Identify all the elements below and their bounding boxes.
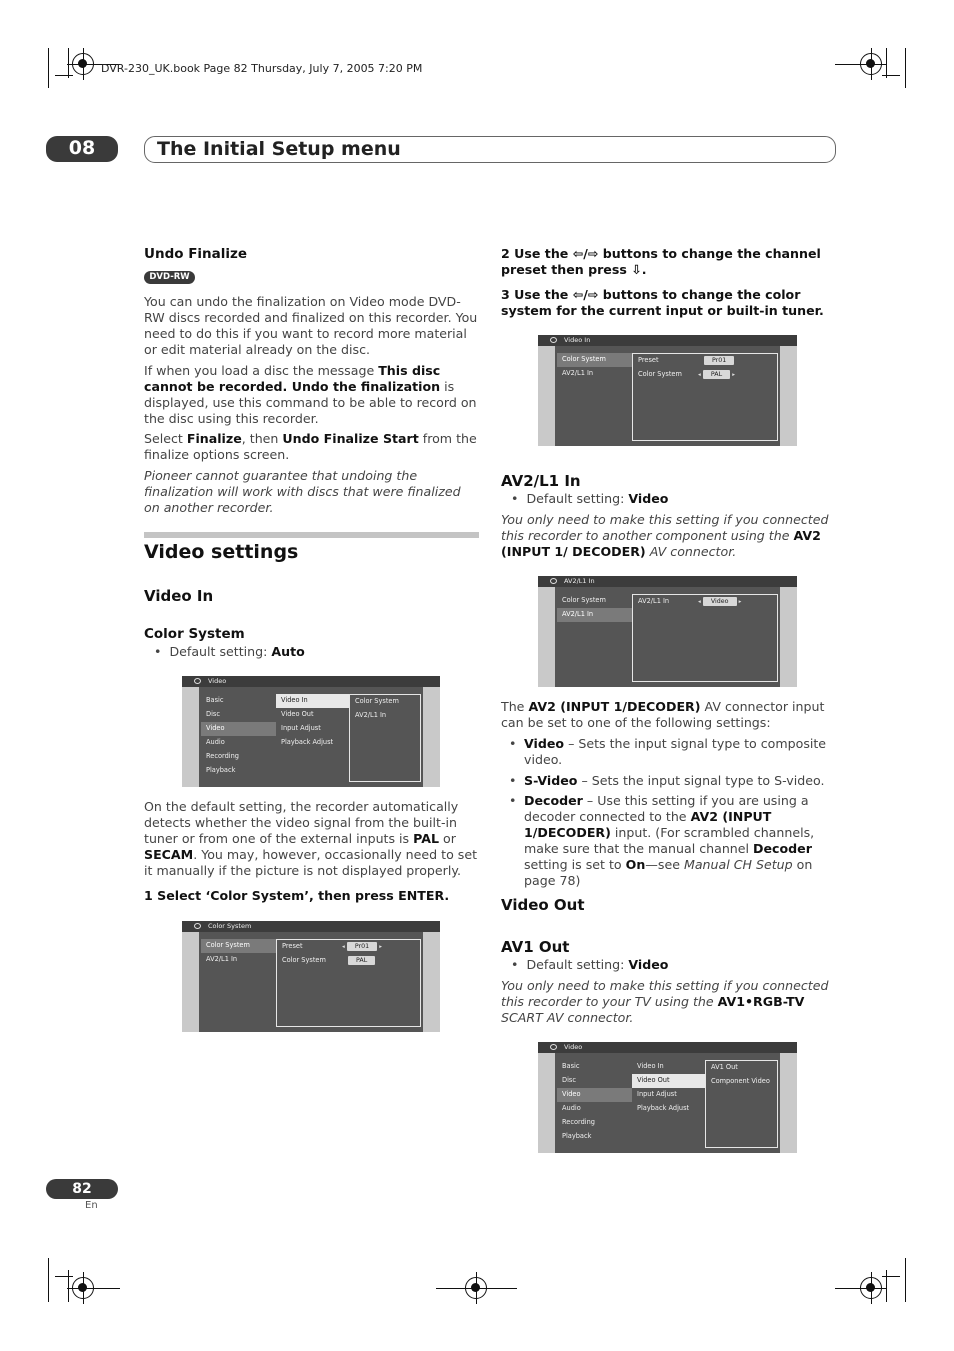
undo-paragraph-1: You can undo the finalization on Video mode DVD-RW discs recorded and finalized on this recorder. You need to do this if you want to record more material or edit material already on the disc. (144, 294, 478, 357)
av2-default: • Default setting: Video (511, 491, 669, 506)
menu-item: Component Video (711, 1077, 770, 1085)
menu-item: Audio (562, 1104, 581, 1112)
section-rule (144, 532, 479, 538)
menu-settings-panel (632, 353, 778, 441)
registration-mark-icon (860, 53, 882, 75)
undo-finalize-heading: Undo Finalize (144, 246, 248, 262)
menu-item: Disc (562, 1076, 576, 1084)
av2-row: AV2/L1 In ◂ Video ▸ (638, 597, 742, 605)
menu-item: AV2/L1 In (355, 711, 387, 719)
menu-item: Recording (206, 752, 239, 760)
list-item: • Decoder – Use this setting if you are using a decoder connected to the AV2 (INPUT 1/DECODER) input. (For scrambled channels, make sure that the manual channel Decoder setting is set to On—see Manual CH Setup on page 78) (509, 793, 815, 888)
menu-settings-panel (276, 939, 421, 1027)
video-in-menu-screenshot (538, 335, 797, 446)
crop-mark (48, 1258, 49, 1302)
chapter-number: 08 (46, 136, 118, 162)
menu-column-1 (557, 353, 632, 441)
page-number: 82 (46, 1179, 118, 1199)
menu-column-2 (632, 1060, 705, 1148)
crop-mark (48, 48, 49, 88)
crop-mark (835, 1288, 860, 1289)
menu-item: Basic (562, 1062, 580, 1070)
registration-mark-icon (860, 1277, 882, 1299)
color-system-default: • Default setting: Auto (154, 644, 305, 659)
preset-value: Pr01 (347, 942, 377, 951)
crop-mark (55, 75, 73, 76)
menu-item: Input Adjust (637, 1090, 677, 1098)
av1-out-heading: AV1 Out (501, 938, 570, 956)
menu-body (555, 587, 780, 687)
chapter-title: The Initial Setup menu (144, 136, 836, 163)
menu-item: AV2/L1 In (562, 369, 594, 377)
menu-title-bar: Video In (538, 335, 797, 346)
step-3: 3 Use the ⇦/⇨ buttons to change the color system for the current input or built-in tuner. (501, 287, 824, 318)
undo-section (144, 294, 480, 516)
menu-title-bar: AV2/L1 In (538, 576, 797, 587)
video-out-menu-screenshot (538, 1042, 797, 1153)
menu-column-1 (557, 1060, 632, 1148)
av2-heading: AV2/L1 In (501, 472, 581, 490)
crop-mark (436, 1288, 461, 1289)
undo-paragraph-2: If when you load a disc the message This disc cannot be recorded. Undo the finalization is displayed, use this command to be able to record on the disc using this recorder. (144, 363, 477, 426)
menu-item-selected: Video (557, 1088, 632, 1102)
menu-item: Video In (637, 1062, 664, 1070)
video-menu-screenshot (182, 676, 440, 787)
color-system-value: PAL (348, 956, 375, 965)
list-item: • S-Video – Sets the input signal type to S-video. (509, 773, 825, 788)
crop-mark (886, 1270, 887, 1302)
menu-item: Video Out (281, 710, 314, 718)
menu-item-selected: Color System (557, 353, 632, 367)
color-system-value: PAL (703, 370, 730, 379)
menu-item: Playback (206, 766, 236, 774)
menu-item: AV2/L1 In (206, 955, 238, 963)
menu-item: Input Adjust (281, 724, 321, 732)
undo-paragraph-3: Select Finalize, then Undo Finalize Start from the finalize options screen. (144, 431, 477, 462)
undo-note: Pioneer cannot guarantee that undoing the finalization will work with discs that were finalized on another recorder. (144, 468, 461, 515)
setup-icon (194, 678, 201, 684)
crop-mark (882, 75, 900, 76)
menu-item: Color System (355, 697, 399, 705)
av2-description: The AV2 (INPUT 1/DECODER) AV connector input can be set to one of the following settings: (501, 699, 825, 730)
av2-value: Video (703, 597, 737, 606)
menu-item-selected: AV2/L1 In (557, 608, 632, 622)
menu-body (555, 1053, 780, 1153)
av1-note: You only need to make this setting if you connected this recorder to your TV using the AV1•RGB-TV SCART AV connector. (501, 978, 829, 1025)
list-item: • Video – Sets the input signal type to composite video. (509, 736, 827, 767)
registration-mark-icon (72, 53, 94, 75)
av1-default: • Default setting: Video (511, 957, 669, 972)
crop-mark (68, 1270, 69, 1302)
av2-options-list (509, 736, 839, 889)
crop-mark (95, 1288, 120, 1289)
av2-note: You only need to make this setting if you connected this recorder to another component using the AV2 (INPUT 1/ DECODER) AV connector. (501, 512, 829, 559)
menu-column-1 (557, 594, 632, 682)
preset-row: Preset Pr01 (633, 354, 777, 368)
menu-body (555, 346, 780, 446)
crop-mark (835, 64, 860, 65)
menu-title-bar: Color System (182, 921, 440, 932)
menu-body (199, 932, 423, 1032)
crop-mark (905, 1258, 906, 1302)
menu-item-selected: Video Out (632, 1074, 705, 1088)
menu-item: Color System (562, 596, 606, 604)
crop-mark (68, 48, 69, 78)
video-in-heading: Video In (144, 587, 214, 605)
book-info: DVR-230_UK.book Page 82 Thursday, July 7, 2005 7:20 PM (101, 62, 423, 75)
menu-item: Playback Adjust (281, 738, 334, 746)
menu-title-bar: Video (538, 1042, 797, 1053)
menu-item: Playback Adjust (637, 1104, 690, 1112)
menu-column-3 (349, 694, 421, 782)
setup-icon (194, 923, 201, 929)
color-system-row: Color System ◂ PAL ▸ (638, 370, 735, 378)
menu-column-1 (201, 939, 276, 1027)
registration-mark-icon (72, 1277, 94, 1299)
crop-mark (55, 1276, 73, 1277)
step-2: 2 Use the ⇦/⇨ buttons to change the channel preset then press ⇩. (501, 246, 821, 277)
dvd-rw-badge: DVD-RW (144, 271, 195, 284)
menu-body (199, 687, 423, 787)
color-system-heading: Color System (144, 626, 245, 642)
video-settings-heading: Video settings (144, 541, 299, 563)
menu-item-selected: Video (201, 722, 276, 736)
color-system-menu-screenshot (182, 921, 440, 1032)
av2-menu-screenshot (538, 576, 797, 687)
setup-icon (550, 1044, 557, 1050)
preset-row: Preset ◂ Pr01 ▸ (282, 942, 383, 950)
crop-mark (882, 1276, 900, 1277)
menu-column-3 (705, 1060, 778, 1148)
menu-column-1 (201, 694, 276, 782)
registration-mark-icon (465, 1277, 487, 1299)
menu-item-selected: Color System (201, 939, 276, 953)
preset-value: Pr01 (704, 356, 734, 365)
menu-column-2 (276, 694, 349, 782)
language-label: En (85, 1200, 98, 1211)
menu-item-selected: Video In (276, 694, 349, 708)
crop-mark (905, 48, 906, 88)
menu-item: Basic (206, 696, 224, 704)
setup-icon (550, 578, 557, 584)
menu-settings-panel (632, 594, 778, 682)
menu-item: Audio (206, 738, 225, 746)
menu-title-bar: Video (182, 676, 440, 687)
menu-item: Disc (206, 710, 220, 718)
setup-icon (550, 337, 557, 343)
color-system-row: Color System PAL (277, 954, 420, 968)
color-system-description: On the default setting, the recorder automatically detects whether the video signal from the built-in tuner or from one of the external inputs is PAL or SECAM. You may, however, occasionally need to set it manually if the picture is not displayed properly. (144, 799, 478, 878)
video-out-heading: Video Out (501, 896, 585, 914)
crop-mark (492, 1288, 517, 1289)
crop-mark (886, 48, 887, 78)
menu-item: AV1 Out (711, 1063, 738, 1071)
step-1: 1 Select ‘Color System’, then press ENTER. (144, 888, 450, 903)
menu-item: Recording (562, 1118, 595, 1126)
menu-item: Playback (562, 1132, 592, 1140)
